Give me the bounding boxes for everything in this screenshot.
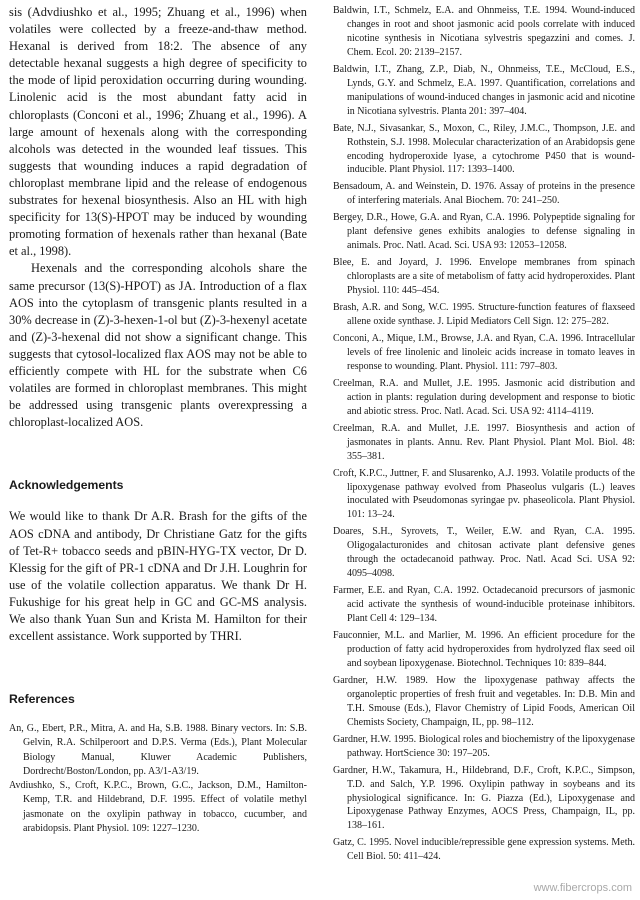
reference-item: Gardner, H.W., Takamura, H., Hildebrand, D.F., Croft, K.P.C., Simpson, T.D. and Salch, Y.P. 1996. Oxylipin pathway in soybeans and its physiological significance. In: G. Piazza (Ed.), Lipoxygenase and Lipoxygenase Pathway Enzymes, AOCS Press, Champaign, IL, pp. 138–161. (333, 764, 635, 832)
reference-item: Creelman, R.A. and Mullet, J.E. 1997. Biosynthesis and action of jasmonates in plants. Annu. Rev. Plant Physiol. Plant Mol. Biol. 48: 355–381. (333, 422, 635, 462)
acknowledgements-text: We would like to thank Dr A.R. Brash for the gifts of the AOS cDNA and antibody, Dr Christiane Gatz for the gifts of Tet-R+ tobacco seeds and pBIN-HYG-TX vector, Dr D. Klessig for the gift of PR-1 cDNA and Dr J.H. Loughrin for use of the volatile collection apparatus. We thank Dr H. Fukushige for his great help in GC and GC-MS analysis. We also thank Yuan Sun and Krista M. Hamilton for their excellent assistance. Work supported by THRI. (9, 509, 307, 644)
reference-item: Croft, K.P.C., Juttner, F. and Slusarenko, A.J. 1993. Volatile products of the lipoxygenase pathway evolved from Phaseolus vulgaris (L.) leaves inoculated with Pseudomonas syringae pv. phaseolicola. Plant Physiol. 101: 13–24. (333, 467, 635, 521)
reference-item: Fauconnier, M.L. and Marlier, M. 1996. An efficient procedure for the production of fatty acid hydroperoxides from hydrolyzed flax seed oil and soybean lipoxygenase. Biotechnol. Techniques 10: 839–844. (333, 630, 635, 669)
reference-item: Creelman, R.A. and Mullet, J.E. 1995. Jasmonic acid distribution and action in plants: regulation during development and response to biotic and abiotic stress. Proc. Natl. Acad. Sci. USA 92: 4114–4119. (333, 377, 635, 417)
body-paragraph-1: sis (Advdiushko et al., 1995; Zhuang et al., 1996) when volatiles were collected by a freeze-and-thaw method. Hexanal is derived from 18:2. The absence of any detectable hexanal suggests a high degree of specificity to the mode of lipid peroxidation occurring during wounding. Linolenic acid is the most abundant fatty acid in chloroplasts (Conconi et al., 1996; Zhuang et al., 1996). A large amount of hexenals along with the corresponding alcohols was detected in the wounded leaf tissues. This suggests that wounding induces a rapid degradation of chloroplast membrane lipid and the release of endogenous substrates for hexenal biosynthesis. Also an HL with high specificity for 13(S)-HPOT may be induced by wounding promoting formation of hexenals rather than hexanal (Bate et al., 1998). (9, 5, 307, 259)
body-paragraph-2: Hexenals and the corresponding alcohols share the same precursor (13(S)-HPOT) as JA. Introduction of a flax AOS into the cytoplasm of transgenic plants resulted in a 30% decrease in (Z)-3-hexen-1-ol but (Z)-3-hexenyl acetate and (Z)-3-hexenal did not show a significant change. This suggests that cytosol-localized flax AOS may not be able to efficiently compete with HL for the substrate when C6 volatiles are formed in chloroplast membranes. This might be addressed using transgenic plants overexpressing a chloroplast-localized AOS. (9, 261, 307, 430)
reference-item: Gatz, C. 1995. Novel inducible/repressible gene expression systems. Meth. Cell Biol. 50: 411–424. (333, 837, 635, 863)
left-column (9, 4, 307, 836)
reference-item: Brash, A.R. and Song, W.C. 1995. Structure-function features of flaxseed allene oxide synthase. J. Lipid Mediators Cell Sign. 12: 275–282. (333, 302, 635, 328)
reference-item: Bergey, D.R., Howe, G.A. and Ryan, C.A. 1996. Polypeptide signaling for plant defensive genes exhibits analogies to defense signaling in animals. Proc. Natl. Acad. Sci. USA 93: 12053–12058. (333, 212, 635, 252)
reference-item: Blee, E. and Joyard, J. 1996. Envelope membranes from spinach chloroplasts are a site of metabolism of fatty acid hydroperoxides. Plant Physiol. 110: 445–454. (333, 257, 635, 297)
references-heading: References (9, 692, 75, 707)
reference-item: Gardner, H.W. 1995. Biological roles and biochemistry of the lipoxygenase pathway. HortScience 30: 197–205. (333, 733, 635, 759)
reference-item: Baldwin, I.T., Schmelz, E.A. and Ohnmeiss, T.E. 1994. Wound-induced changes in root and shoot jasmonic acid pools correlate with induced nicotine synthesis in Nicotiana sylvestris spegazzini and comes. J. Chem. Ecol. 20: 2139–2157. (333, 5, 635, 58)
acknowledgements-heading: Acknowledgements (9, 478, 124, 493)
reference-item: Farmer, E.E. and Ryan, C.A. 1992. Octadecanoid precursors of jasmonic acid activate the synthesis of wound-inducible proteinase inhibitors. Plant Cell 4: 129–134. (333, 585, 635, 625)
reference-item: Bensadoum, A. and Weinstein, D. 1976. Assay of proteins in the presence of interfering materials. Anal Biochem. 70: 241–250. (333, 181, 635, 207)
reference-item: Baldwin, I.T., Zhang, Z.P., Diab, N., Ohnmeiss, T.E., McCloud, E.S., Lynds, G.Y. and Schmelz, E.A. 1997. Quantification, correlations and manipulations of wound-induced changes in jasmonic acid and nicotine in Nicotiana sylvestris. Planta 201: 397–404. (333, 63, 635, 117)
reference-item: Doares, S.H., Syrovets, T., Weiler, E.W. and Ryan, C.A. 1995. Oligogalacturonides and chitosan activate plant defensive genes through the octadecanoid pathway. Proc. Natl. Acad Sci. USA 92: 4095–4098. (333, 526, 635, 580)
watermark: www.fibercrops.com (533, 882, 632, 894)
reference-item: An, G., Ebert, P.R., Mitra, A. and Ha, S.B. 1988. Binary vectors. In: S.B. Gelvin, R.A. Schilperoort and D.P.S. Verma (Eds.), Plant Molecular Biology Manual, Kluwer Academic Publishers, Dordrecht/Boston/London, pp. A3/1-A3/19. (9, 723, 307, 777)
references-list-left (9, 722, 307, 836)
reference-item: Avdiushko, S., Croft, K.P.C., Brown, G.C., Jackson, D.M., Hamilton-Kemp, T.R. and Hildebrand, D.F. 1995. Effect of volatile methyl jasmonate on the oxylipin pathway in tobacco, cucumber, and arabidopsis. Plant Physiol. 109: 1227–1230. (9, 780, 307, 834)
reference-item: Conconi, A., Mique, I.M., Browse, J.A. and Ryan, C.A. 1996. Intracellular levels of free linolenic and linoleic acids increase in tomato leaves in response to wounding. Plant. Physiol. 111: 797–803. (333, 332, 635, 372)
reference-item: Bate, N.J., Sivasankar, S., Moxon, C., Riley, J.M.C., Thompson, J.E. and Rothstein, S.J. 1998. Molecular characterization of an Arabidopsis gene encoding hydroperoxide lyase, a cytochrome P450 that is wound-inducible. Plant Physiol. 117: 1393–1400. (333, 122, 635, 176)
references-list-right (333, 4, 635, 867)
reference-item: Gardner, H.W. 1989. How the lipoxygenase pathway affects the organoleptic properties of fresh fruit and vegetables. In: D.B. Min and T.H. Smouse (Eds.), Flavor Chemistry of Lipid Foods, American Oil Chemists Society, Champaign, IL, pp. 98–112. (333, 674, 635, 728)
